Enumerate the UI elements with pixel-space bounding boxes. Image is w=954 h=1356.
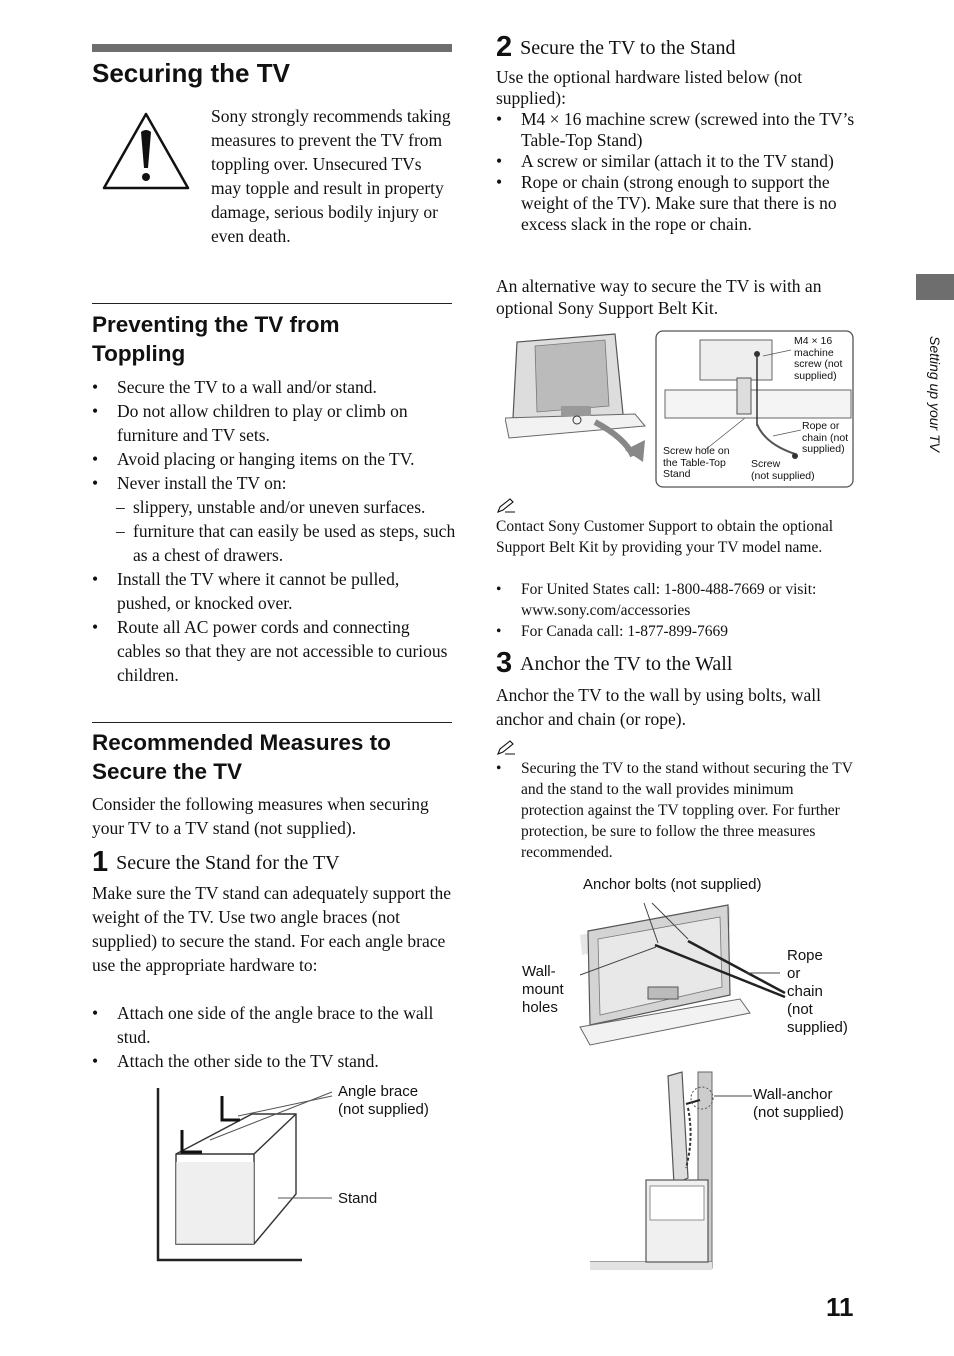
label-screw (751, 459, 815, 482)
label-line: chain (787, 983, 823, 1000)
label-line: Angle brace (338, 1083, 419, 1100)
label-line: M4 × 16 (794, 335, 833, 347)
section-heading-recommended (92, 728, 391, 786)
step-3-note-list (496, 758, 854, 863)
label-wall-mount-holes (522, 963, 564, 1017)
label-angle-brace (338, 1083, 429, 1119)
heading-line: Secure the TV (92, 759, 243, 784)
list-item: • Attach one side of the angle brace to the wall stud. (92, 1001, 454, 1049)
list-item: • M4 × 16 machine screw (screwed into the TV’s Table-Top Stand) (496, 109, 856, 151)
label-line: Wall- (522, 963, 556, 980)
label-line: the Table-Top (663, 456, 726, 469)
label-line: mount (522, 981, 564, 998)
list-item: • Securing the TV to the stand without securing the TV and the stand to the wall provides minimum protection against the TV toppling over. For further protection, be sure to follow the three measures recommended. (496, 758, 854, 863)
label-anchor-bolts: Anchor bolts (not supplied) (583, 876, 762, 893)
label-line: Screw (751, 458, 781, 470)
sub-list-item: – slippery, unstable and/or uneven surfaces. (92, 495, 457, 519)
note-pencil-icon (496, 740, 516, 756)
label-line: Rope (787, 947, 823, 964)
page-title: Securing the TV (92, 58, 290, 88)
step-1-heading (92, 846, 340, 879)
step-title: Secure the TV to the Stand (520, 37, 736, 59)
label-line: or (787, 965, 801, 982)
label-line: (not (787, 1001, 813, 1018)
list-item: • Do not allow children to play or climb on furniture and TV sets. (92, 399, 457, 447)
step-2-heading (496, 31, 735, 64)
label-line: supplied) (802, 443, 845, 455)
note-pencil-icon (496, 498, 516, 514)
label-line: holes (522, 999, 558, 1016)
label-line: (not supplied) (753, 1104, 844, 1121)
label-line: machine (794, 346, 834, 359)
preventing-list (92, 375, 457, 687)
step-2-list (496, 109, 856, 235)
divider (92, 303, 452, 304)
title-bar (92, 44, 452, 52)
step-2-note-list (496, 579, 854, 642)
label-line: screw (not (794, 358, 843, 370)
list-item: • Avoid placing or hanging items on the TV. (92, 447, 457, 471)
label-line: Rope or (802, 420, 840, 432)
label-stand: Stand (338, 1190, 378, 1207)
list-item: • Secure the TV to a wall and/or stand. (92, 375, 457, 399)
step-title: Anchor the TV to the Wall (520, 653, 733, 675)
step-title: Secure the Stand for the TV (116, 852, 340, 874)
sub-list-item: – furniture that can easily be used as steps, such as a chest of drawers. (92, 519, 457, 567)
page-number: 11 (826, 1292, 854, 1322)
side-tab-label: Setting up your TV (927, 336, 943, 452)
label-line: Wall-anchor (753, 1086, 833, 1103)
side-view-figure (590, 1068, 755, 1272)
step-2-intro: Use the optional hardware listed below (not supplied): (496, 67, 803, 108)
section-heading-preventing (92, 310, 340, 368)
warning-text: Sony strongly recommends taking measures to prevent the TV from toppling over. Unsecured TVs may topple and result in property damage, serious bodily injury or even death. (211, 106, 451, 246)
section-tab (916, 274, 954, 300)
divider (92, 722, 452, 723)
heading-line: Preventing the TV from (92, 312, 340, 337)
heading-line: Recommended Measures to (92, 730, 391, 755)
label-rope-chain (802, 421, 848, 456)
step-2-alternative: An alternative way to secure the TV is with an optional Sony Support Belt Kit. (496, 276, 822, 318)
step-1-text: Make sure the TV stand can adequately support the weight of the TV. Use two angle braces (not supplied) to secure the stand. For each angle brace use the appropriate hardware to: (92, 883, 451, 975)
list-item: • Attach the other side to the TV stand. (92, 1049, 454, 1073)
label-line: Stand (663, 468, 691, 480)
step-3-text: Anchor the TV to the wall by using bolts, wall anchor and chain (or rope). (496, 685, 822, 729)
list-item: • Install the TV where it cannot be pulled, pushed, or knocked over. (92, 567, 457, 615)
label-wall-anchor (753, 1086, 844, 1122)
label-rope-or-chain (787, 947, 848, 1037)
step-number: 2 (496, 31, 513, 63)
list-item: • A screw or similar (attach it to the TV stand) (496, 151, 856, 172)
recommended-intro: Consider the following measures when securing your TV to a TV stand (not supplied). (92, 794, 429, 838)
heading-line: Toppling (92, 341, 186, 366)
label-line: Screw hole on (663, 445, 730, 457)
list-item: • Never install the TV on: (92, 471, 457, 495)
step-3-heading (496, 647, 732, 680)
list-item: • For Canada call: 1-877-899-7669 (496, 621, 854, 642)
label-line: (not supplied) (338, 1101, 429, 1118)
step-2-note: Contact Sony Customer Support to obtain the optional Support Belt Kit by providing your TV model name. (496, 518, 834, 556)
label-line: supplied) (794, 369, 837, 382)
list-item: • For United States call: 1-800-488-7669 or visit: www.sony.com/accessories (496, 579, 854, 621)
list-item: • Route all AC power cords and connecting cables so that they are not accessible to curious children. (92, 615, 457, 687)
warning-icon (100, 110, 192, 192)
step-1-list (92, 1001, 454, 1073)
label-screw-hole (663, 446, 730, 481)
list-item: • Rope or chain (strong enough to support the weight of the TV). Make sure that there is no excess slack in the rope or chain. (496, 172, 856, 235)
label-line: supplied) (787, 1019, 848, 1036)
wall-anchor-figure (540, 895, 790, 1055)
step-number: 1 (92, 846, 109, 878)
angle-brace-figure (150, 1082, 340, 1267)
label-line: chain (not (802, 431, 849, 444)
label-m4-screw (794, 336, 842, 382)
label-line: (not supplied) (751, 469, 815, 482)
step-number: 3 (496, 647, 513, 679)
